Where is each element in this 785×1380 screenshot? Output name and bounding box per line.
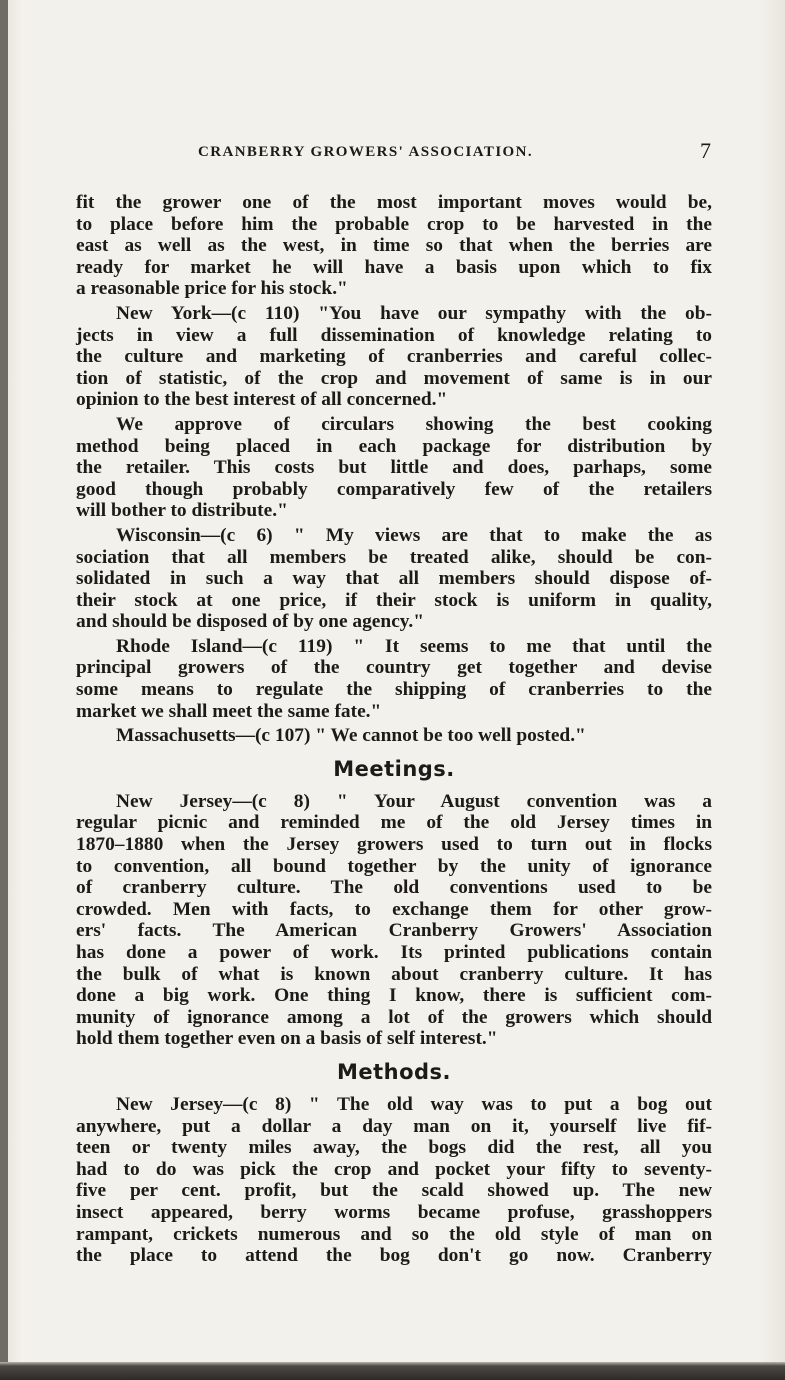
text-line: teen or twenty miles away, the bogs did the rest, all you [76,1137,712,1159]
running-head: CRANBERRY GROWERS' ASSOCIATION. [198,144,534,160]
paragraph [76,725,712,747]
section-heading: Methods. [336,1059,452,1084]
text-line: will bother to distribute." [76,500,288,522]
text-line: rampant, crickets numerous and so the old style of man on [76,1223,712,1245]
text-line: done a big work. One thing I know, there is sufficient com- [76,985,712,1007]
text-line: the culture and marketing of cranberries and careful collec- [76,346,712,368]
text-line: of cranberry culture. The old conventions used to be [76,877,712,899]
page-binding-edge [0,0,8,1380]
section-heading: Meetings. [333,756,455,781]
text-line: New York—(c 110) "You have our sympathy with the ob- [116,302,712,324]
text-line: insect appeared, berry worms became profuse, grasshoppers [76,1201,712,1223]
text-line: the bulk of what is known about cranberry culture. It has [76,963,712,985]
text-line: opinion to the best interest of all concerned." [76,389,448,411]
text-line: regular picnic and reminded me of the old Jersey times in [76,812,712,834]
text-line: the retailer. This costs but little and does, parhaps, some [76,457,712,479]
paragraph [76,192,712,300]
text-line: ready for market he will have a basis upon which to fix [76,256,712,278]
text-line: ers' facts. The American Cranberry Growers' Association [76,920,712,942]
text-line: crowded. Men with facts, to exchange them for other grow- [76,898,712,920]
text-line: New Jersey—(c 8) " The old way was to put a bog out [116,1093,712,1115]
text-line: to convention, all bound together by the unity of ignorance [76,855,712,877]
page-number: 7 [700,138,711,163]
text-line: good though probably comparatively few of the retailers [76,478,712,500]
text-line: New Jersey—(c 8) " Your August convention was a [116,790,712,812]
text-line: and should be disposed of by one agency." [76,611,425,633]
text-line: Wisconsin—(c 6) " My views are that to make the as [116,524,712,546]
text-line: method being placed in each package for distribution by [76,435,712,457]
text-line: their stock at one price, if their stock is uniform in quality, [76,589,712,611]
page-body [76,192,712,1270]
paragraph [76,303,712,411]
text-line: principal growers of the country get together and devise [76,657,712,679]
text-line: tion of statistic, of the crop and movement of same is in our [76,367,712,389]
text-line: Massachusetts—(c 107) " We cannot be too well posted." [116,725,586,747]
text-line: a reasonable price for his stock." [76,278,348,300]
paragraph [76,636,712,722]
page-header [0,138,785,168]
text-line: Rhode Island—(c 119) " It seems to me that until the [116,635,712,657]
page-bottom-edge [0,1362,785,1380]
text-line: munity of ignorance among a lot of the growers which should [76,1006,712,1028]
text-line: solidated in such a way that all members should dispose of- [76,568,712,590]
text-line: anywhere, put a dollar a day man on it, yourself live fif- [76,1115,712,1137]
paragraph [76,414,712,522]
text-line: the place to attend the bog don't go now. Cranberry [76,1245,712,1267]
text-line: market we shall meet the same fate." [76,700,382,722]
text-line: jects in view a full dissemination of knowledge relating to [76,324,712,346]
text-line: We approve of circulars showing the best cooking [116,413,712,435]
paragraph [76,791,712,1050]
text-line: 1870–1880 when the Jersey growers used to turn out in flocks [76,834,712,856]
text-line: fit the grower one of the most important moves would be, [76,192,712,213]
paragraph [76,1094,712,1267]
text-line: some means to regulate the shipping of cranberries to the [76,679,712,701]
text-line: had to do was pick the crop and pocket your fifty to seventy- [76,1158,712,1180]
text-line: five per cent. profit, but the scald showed up. The new [76,1180,712,1202]
text-line: hold them together even on a basis of self interest." [76,1028,498,1050]
text-line: has done a power of work. Its printed publications contain [76,942,712,963]
text-line: sociation that all members be treated alike, should be con- [76,546,712,568]
text-line: east as well as the west, in time so that when the berries are [76,235,712,257]
paragraph [76,525,712,633]
text-line: to place before him the probable crop to be harvested in the [76,213,712,235]
